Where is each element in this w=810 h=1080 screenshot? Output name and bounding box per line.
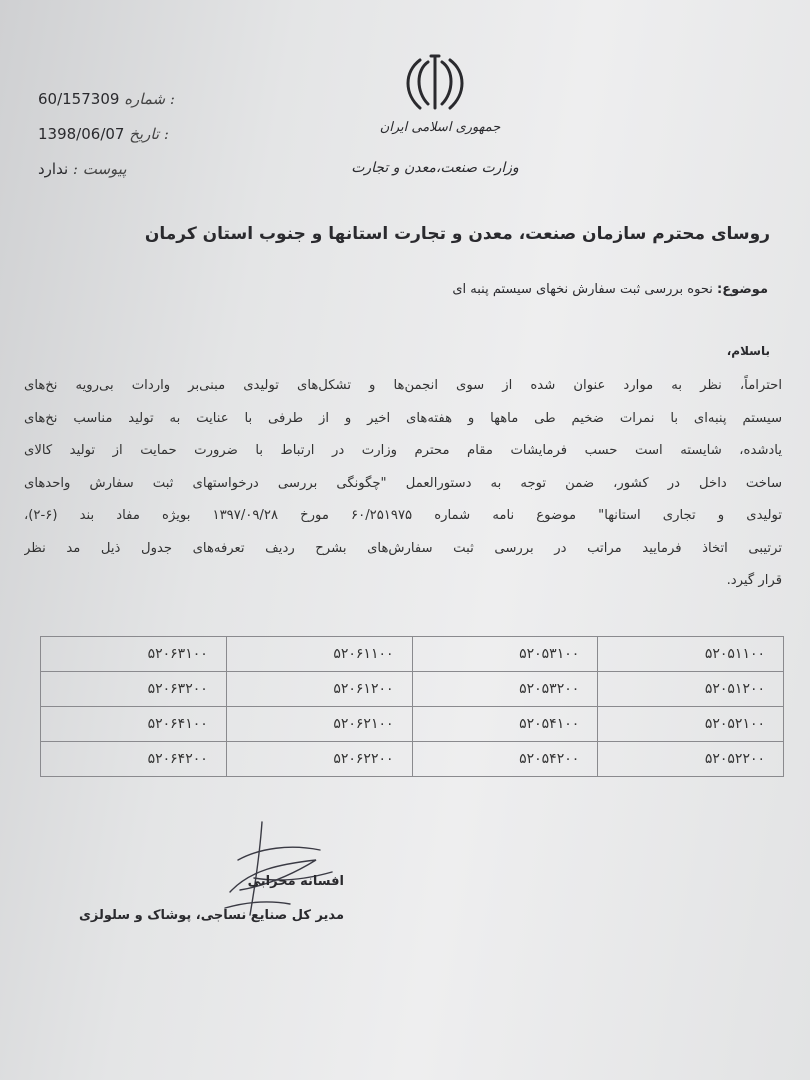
tariff-cell: ۵۲۰۶۴۱۰۰ [41,707,227,742]
attachment-value: ندارد [38,160,69,178]
body-line: یادشده، شایسته است حسب فرمایشات مقام محترم وزارت در ارتباط با ضرورت حمایت از تولید کالای [24,443,782,458]
table-row [41,742,784,777]
signer-title: مدیر کل صنایع نساجی، پوشاک و سلولزی [78,908,344,923]
body-line: قرار گیرد. [726,573,782,588]
number-label: شماره : [124,90,175,108]
attachment-row [38,152,218,187]
tariff-cell: ۵۲۰۵۴۲۰۰ [412,742,598,777]
letter-body [24,370,782,598]
table-row [41,672,784,707]
signer-name: افسانه محرابی [247,874,344,889]
body-line: تولیدی و تجاری استانها" موضوع نامه شماره ۶۰/۲۵۱۹۷۵ مورخ ۱۳۹۷/۰۹/۲۸ بویژه مفاد بند (۶-۲)، [24,508,782,523]
tariff-cell: ۵۲۰۶۴۲۰۰ [41,742,227,777]
tariff-table [40,636,784,777]
body-line: سیستم پنبه‌ای با نمرات ضخیم طی ماهها و هفته‌های اخیر و از طرفی با عنایت به تولید مناسب نخ‌های [24,410,782,426]
tariff-cell: ۵۲۰۵۲۲۰۰ [598,742,784,777]
number-row [38,82,218,117]
greeting: باسلام، [726,344,770,358]
tariff-cell: ۵۲۰۵۳۲۰۰ [412,672,598,707]
table-row [41,707,784,742]
tariff-cell: ۵۲۰۵۱۱۰۰ [598,637,784,672]
recipient-line: روسای محترم سازمان صنعت، معدن و تجارت استانها و جنوب استان کرمان [144,224,770,244]
subject-text: نحوه بررسی ثبت سفارش نخهای سیستم پنبه ای [452,282,713,297]
tariff-cell: ۵۲۰۶۱۱۰۰ [226,637,412,672]
tariff-cell: ۵۲۰۵۳۱۰۰ [412,637,598,672]
attachment-label: پیوست : [72,160,127,178]
tariff-cell: ۵۲۰۶۳۱۰۰ [41,637,227,672]
body-line: ترتیبی اتخاذ فرمایید مراتب در بررسی ثبت سفارش‌های بشرح ردیف تعرفه‌های جدول ذیل مد نظر [24,540,782,556]
subject-line [452,282,768,297]
body-line: احتراماً، نظر به موارد عنوان شده از سوی انجمن‌ها و تشکل‌های تولیدی مبنی‌بر واردات بی‌رویه نخ‌های [24,378,782,393]
tariff-cell: ۵۲۰۶۲۱۰۰ [226,707,412,742]
letter-meta [38,82,218,187]
iran-emblem-icon [398,52,472,116]
emblem-ministry-text: وزارت صنعت،معدن و تجارت [351,160,519,176]
tariff-cell: ۵۲۰۵۴۱۰۰ [412,707,598,742]
date-value: 1398/06/07 [38,125,125,143]
tariff-cell: ۵۲۰۶۱۲۰۰ [226,672,412,707]
date-row [38,117,218,152]
tariff-cell: ۵۲۰۵۲۱۰۰ [598,707,784,742]
number-value: 60/157309 [38,90,120,108]
subject-label: موضوع: [717,282,768,297]
emblem-country-text: جمهوری اسلامی ایران [379,120,501,135]
tariff-cell: ۵۲۰۶۳۲۰۰ [41,672,227,707]
body-line: ساخت داخل در کشور، ضمن توجه به دستورالعمل "چگونگی بررسی درخواستهای ثبت سفارش واحدهای [24,475,782,491]
tariff-cell: ۵۲۰۵۱۲۰۰ [598,672,784,707]
date-label: تاریخ : [129,125,169,143]
tariff-cell: ۵۲۰۶۲۲۰۰ [226,742,412,777]
table-row [41,637,784,672]
